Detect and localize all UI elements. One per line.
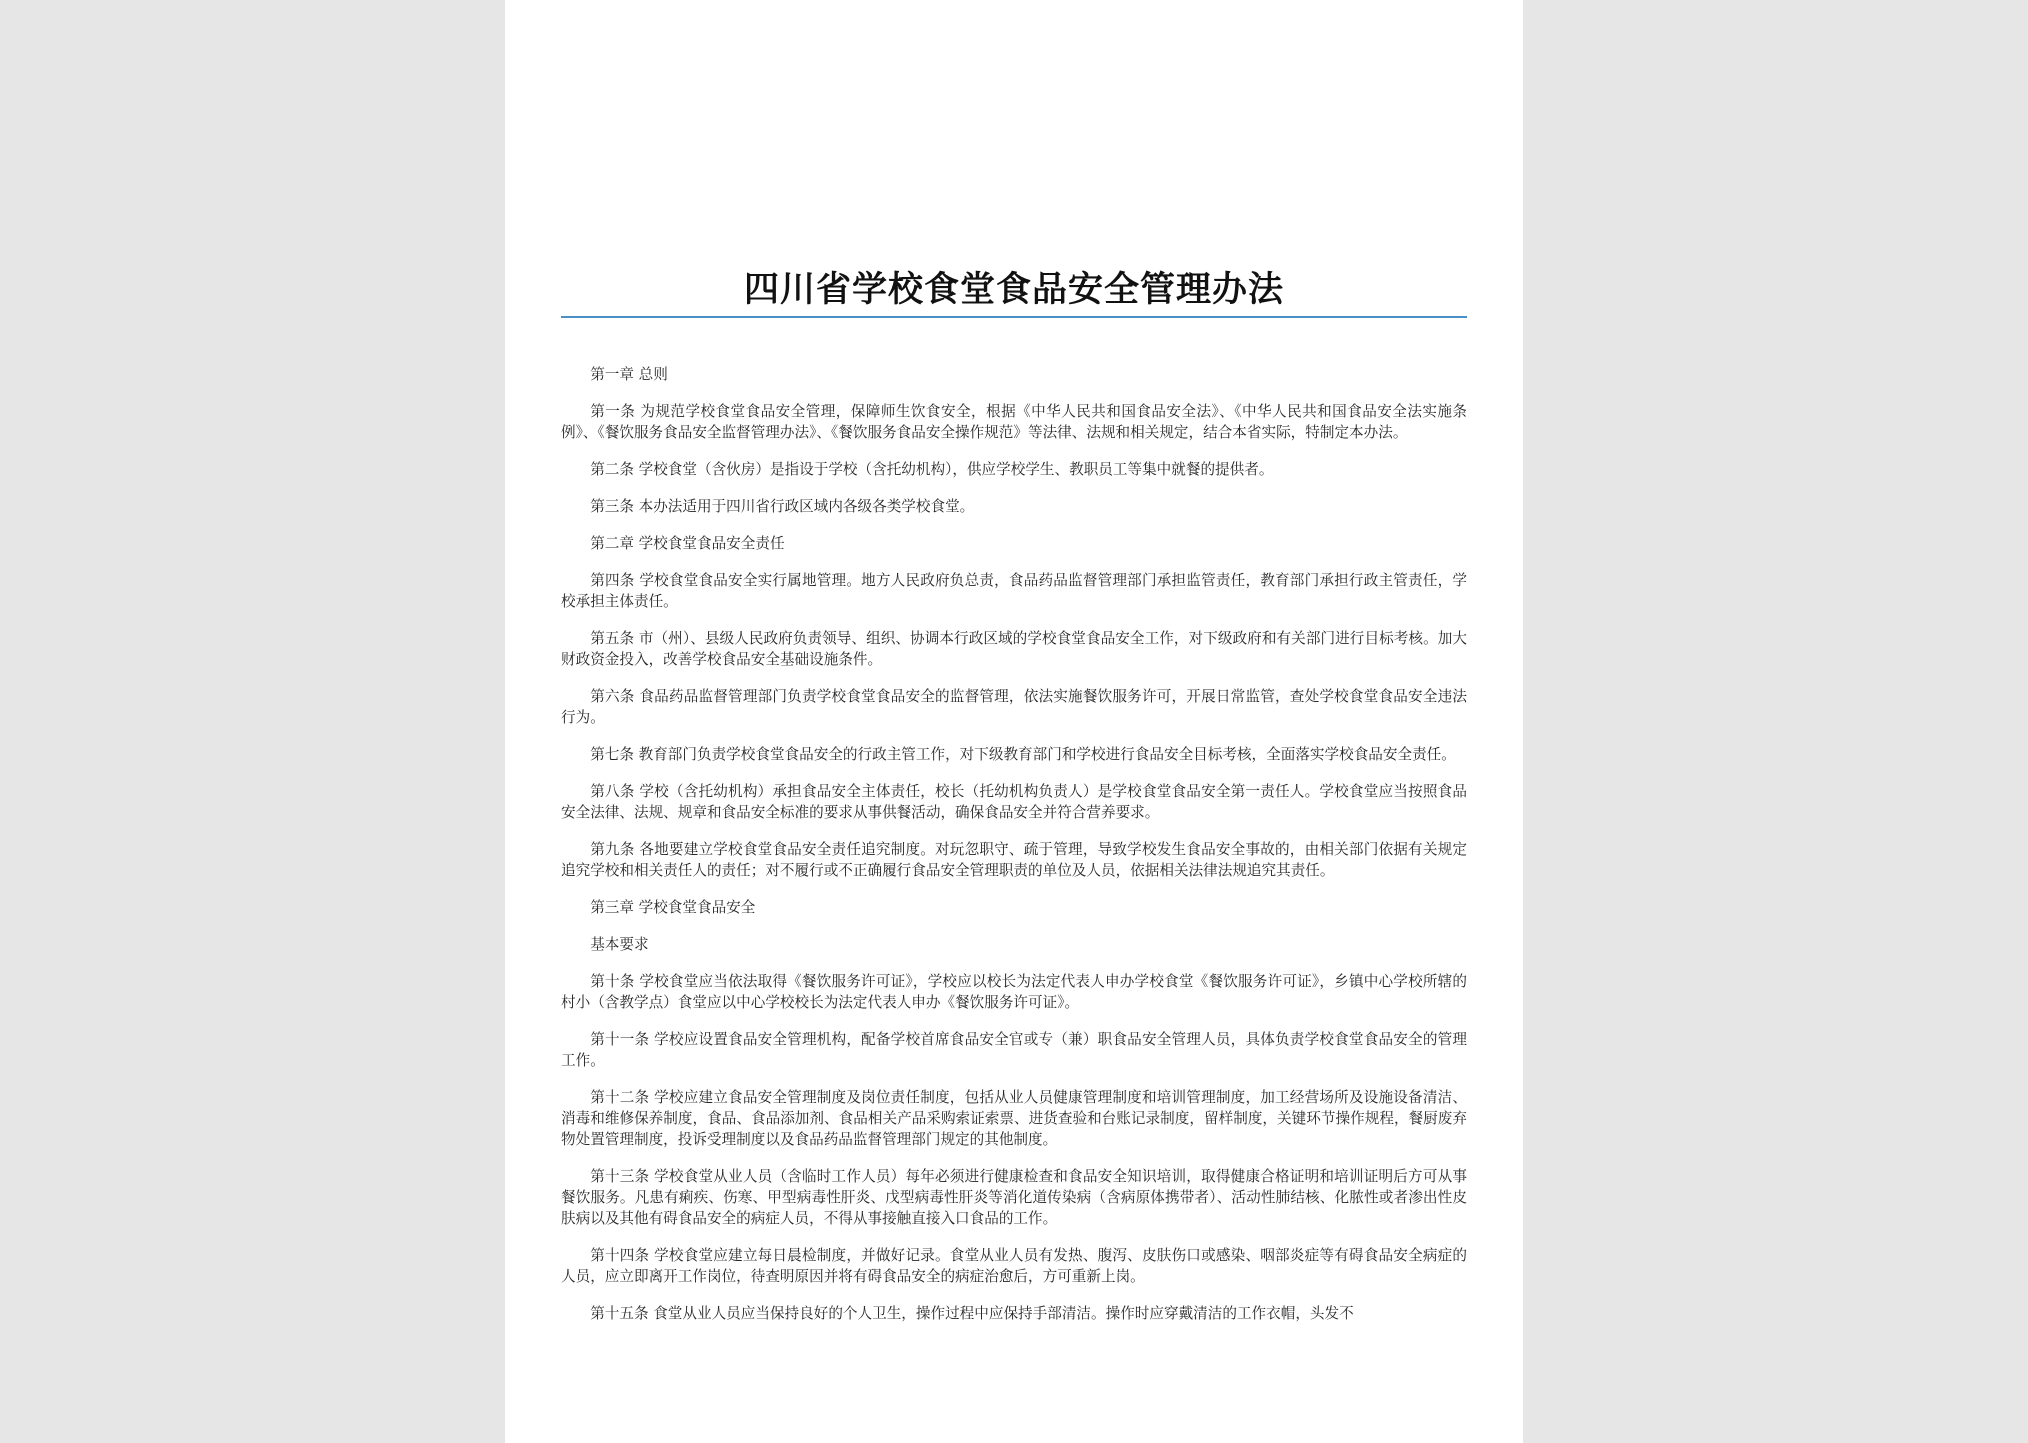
article-paragraph: 第十二条 学校应建立食品安全管理制度及岗位责任制度，包括从业人员健康管理制度和培训管理制度，加工经营场所及设施设备清洁、消毒和维修保养制度，食品、食品添加剂、食品相关产品采购索证索票、进货查验和台账记录制度，留样制度，关键环节操作规程，餐厨废弃物处置管理制度，投诉受理制度以及食品药品监督管理部门规定的其他制度。 [561, 1089, 1467, 1148]
article-paragraph: 第十条 学校食堂应当依法取得《餐饮服务许可证》，学校应以校长为法定代表人申办学校食堂《餐饮服务许可证》，乡镇中心学校所辖的村小（含教学点）食堂应以中心学校校长为法定代表人申办《餐饮服务许可证》。 [561, 973, 1467, 1011]
title-underline [561, 316, 1467, 318]
article-paragraph: 第九条 各地要建立学校食堂食品安全责任追究制度。对玩忽职守、疏于管理，导致学校发生食品安全事故的，由相关部门依据有关规定追究学校和相关责任人的责任；对不履行或不正确履行食品安全管理职责的单位及人员，依据相关法律法规追究其责任。 [561, 841, 1467, 879]
chapter-heading: 第一章 总则 [590, 366, 668, 383]
article-paragraph: 第十三条 学校食堂从业人员（含临时工作人员）每年必须进行健康检查和食品安全知识培训，取得健康合格证明和培训证明后方可从事餐饮服务。凡患有痢疾、伤寒、甲型病毒性肝炎、戊型病毒性肝炎等消化道传染病（含病原体携带者）、活动性肺结核、化脓性或者渗出性皮肤病以及其他有碍食品安全的病症人员，不得从事接触直接入口食品的工作。 [561, 1168, 1467, 1227]
article-paragraph: 第十四条 学校食堂应建立每日晨检制度，并做好记录。食堂从业人员有发热、腹泻、皮肤伤口或感染、咽部炎症等有碍食品安全病症的人员，应立即离开工作岗位，待查明原因并将有碍食品安全的病症治愈后，方可重新上岗。 [561, 1247, 1467, 1285]
chapter-heading: 第二章 学校食堂食品安全责任 [590, 535, 785, 552]
article-paragraph: 第一条 为规范学校食堂食品安全管理，保障师生饮食安全，根据《中华人民共和国食品安全法》、《中华人民共和国食品安全法实施条例》、《餐饮服务食品安全监督管理办法》、《餐饮服务食品安全操作规范》等法律、法规和相关规定，结合本省实际，特制定本办法。 [561, 403, 1467, 441]
document-title: 四川省学校食堂食品安全管理办法 [743, 270, 1284, 310]
article-paragraph: 第六条 食品药品监督管理部门负责学校食堂食品安全的监督管理，依法实施餐饮服务许可，开展日常监管，查处学校食堂食品安全违法行为。 [561, 688, 1467, 726]
article-paragraph: 第八条 学校（含托幼机构）承担食品安全主体责任，校长（托幼机构负责人）是学校食堂食品安全第一责任人。学校食堂应当按照食品安全法律、法规、规章和食品安全标准的要求从事供餐活动，确保食品安全并符合营养要求。 [561, 783, 1467, 821]
article-paragraph: 第四条 学校食堂食品安全实行属地管理。地方人民政府负总责，食品药品监督管理部门承担监管责任，教育部门承担行政主管责任，学校承担主体责任。 [561, 572, 1467, 610]
article-paragraph: 第三条 本办法适用于四川省行政区域内各级各类学校食堂。 [590, 498, 975, 515]
article-paragraph: 第二条 学校食堂（含伙房）是指设于学校（含托幼机构），供应学校学生、教职员工等集中就餐的提供者。 [590, 461, 1274, 478]
document-body [561, 364, 1467, 1340]
article-paragraph: 第十五条 食堂从业人员应当保持良好的个人卫生，操作过程中应保持手部清洁。操作时应穿戴清洁的工作衣帽，头发不 [590, 1305, 1354, 1322]
article-paragraph: 第十一条 学校应设置食品安全管理机构，配备学校首席食品安全官或专（兼）职食品安全管理人员，具体负责学校食堂食品安全的管理工作。 [561, 1031, 1467, 1069]
document-page [505, 0, 1523, 1443]
article-paragraph: 第七条 教育部门负责学校食堂食品安全的行政主管工作，对下级教育部门和学校进行食品安全目标考核，全面落实学校食品安全责任。 [590, 746, 1456, 763]
article-paragraph: 第五条 市（州）、县级人民政府负责领导、组织、协调本行政区域的学校食堂食品安全工作，对下级政府和有关部门进行目标考核。加大财政资金投入，改善学校食品安全基础设施条件。 [561, 630, 1467, 668]
section-heading: 基本要求 [590, 936, 649, 953]
chapter-heading: 第三章 学校食堂食品安全 [590, 899, 756, 916]
